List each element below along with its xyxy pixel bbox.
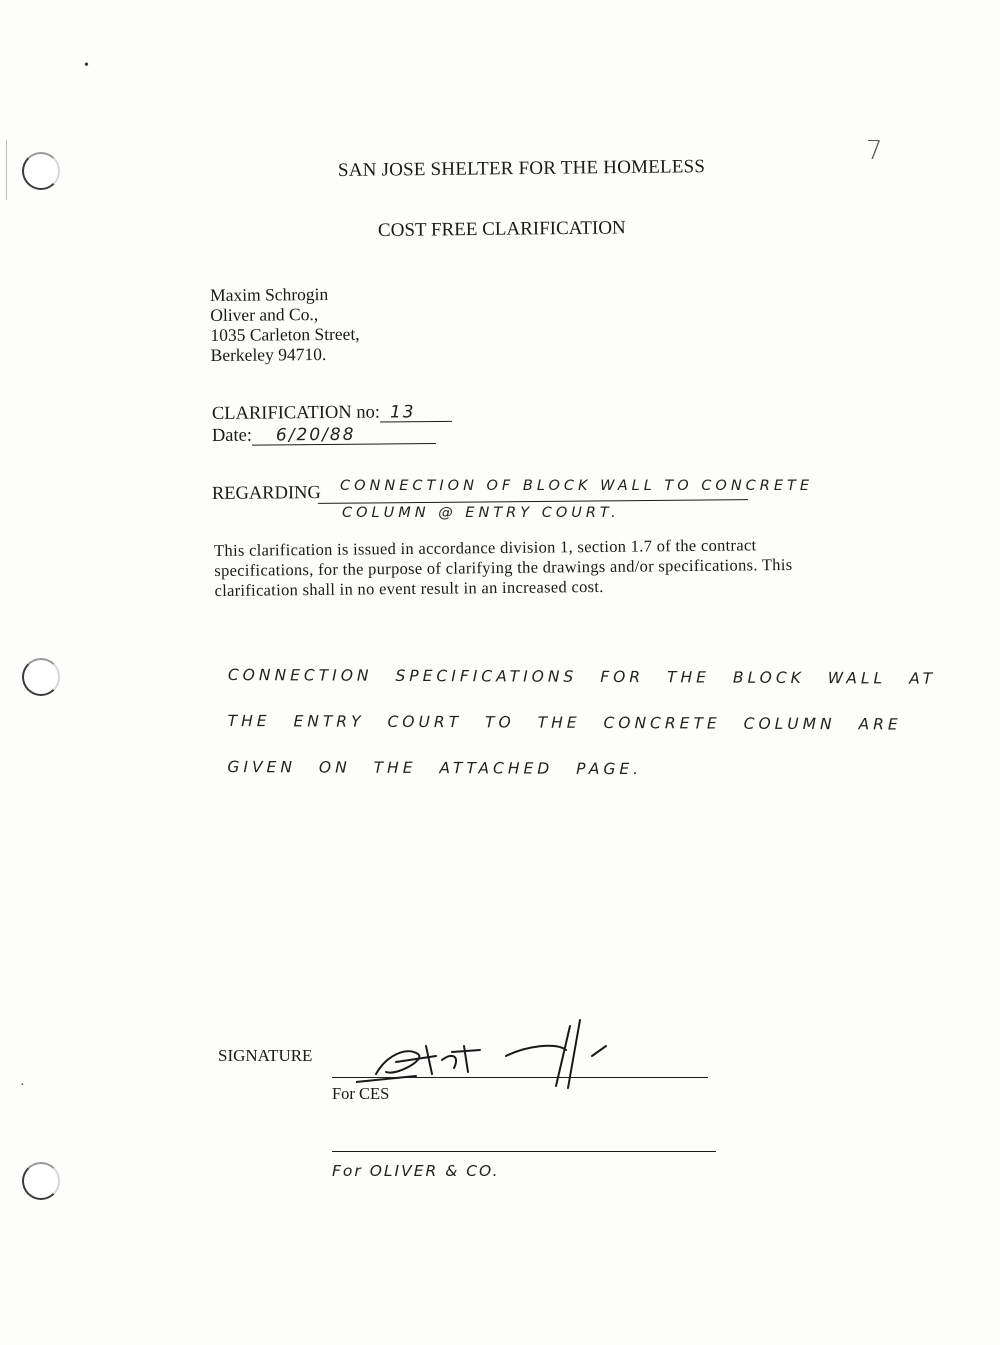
date-value: 6/20/88 xyxy=(252,425,436,446)
clarification-number-row xyxy=(212,402,452,425)
regarding-line-2: COLUMN @ ENTRY COURT. xyxy=(342,505,620,521)
for-ces-label: For CES xyxy=(332,1084,390,1103)
addressee-block xyxy=(210,284,360,365)
clarification-number-label: CLARIFICATION no: xyxy=(211,402,381,425)
for-oliver-label: For OLIVER & CO. xyxy=(332,1162,500,1180)
signature-scribble xyxy=(356,1016,626,1096)
addressee-city: Berkeley 94710. xyxy=(210,343,327,365)
date-label: Date: xyxy=(211,425,253,447)
document-subtitle: COST FREE CLARIFICATION xyxy=(377,217,626,241)
punch-hole-middle xyxy=(22,658,60,696)
oliver-signature-line xyxy=(332,1151,716,1152)
clarification-number-value: 13 xyxy=(380,403,452,423)
handwritten-note: CONNECTION SPECIFICATIONS FOR THE BLOCK WALL AT THE ENTRY COURT TO THE CONCRETE COLUMN ARE GIVEN ON THE ATTACHED PAGE. xyxy=(227,665,937,779)
scan-edge-mark xyxy=(6,140,7,200)
addressee-company: Oliver and Co., xyxy=(210,304,319,325)
clarification-statement: This clarification is issued in accordance division 1, section 1.7 of the contract specifications, for the purpose of clarifying the drawings and/or specifications. This clarification shall in no event result in an increased cost. xyxy=(214,535,793,600)
date-row xyxy=(212,424,436,447)
punch-hole-top xyxy=(22,152,60,190)
document-title: SAN JOSE SHELTER FOR THE HOMELESS xyxy=(337,156,706,181)
addressee-street: 1035 Carleton Street, xyxy=(210,323,360,345)
signature-label: SIGNATURE xyxy=(218,1046,313,1065)
page-number-mark: 7 xyxy=(866,136,883,166)
addressee-name: Maxim Schrogin xyxy=(210,283,329,305)
scan-speck: • xyxy=(84,58,89,73)
scan-speck: · xyxy=(20,1078,25,1093)
regarding-line-1: CONNECTION OF BLOCK WALL TO CONCRETE xyxy=(340,478,814,494)
ces-signature-line xyxy=(332,1077,708,1078)
regarding-label: REGARDING xyxy=(211,483,321,505)
punch-hole-bottom xyxy=(22,1162,60,1200)
